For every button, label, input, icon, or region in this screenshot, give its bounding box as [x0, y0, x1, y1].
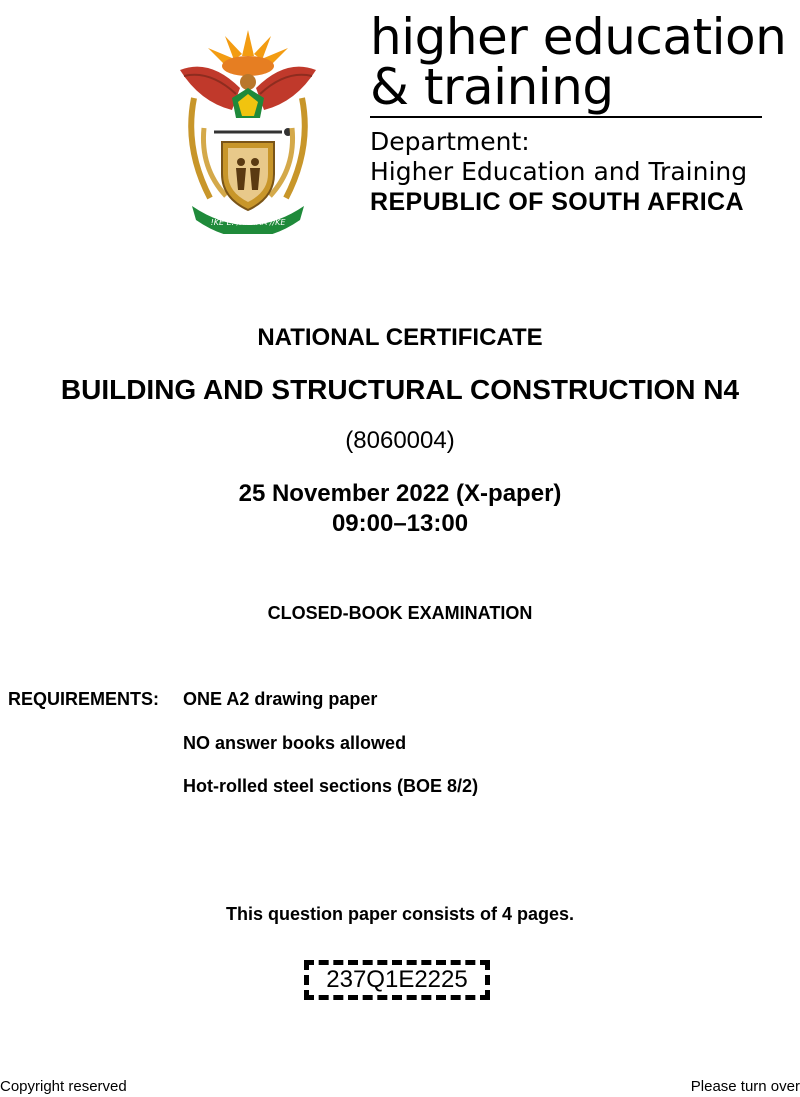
coat-of-arms-logo: [170, 18, 326, 234]
exam-time: 09:00–13:00: [331, 510, 469, 537]
certificate-title: NATIONAL CERTIFICATE: [257, 324, 543, 351]
exam-date: 25 November 2022 (X-paper): [238, 480, 562, 507]
requirements-label: REQUIREMENTS:: [8, 689, 160, 709]
requirement-item: ONE A2 drawing paper: [183, 689, 378, 709]
subject-code: (8060004): [345, 427, 455, 454]
requirement-item: Hot-rolled steel sections (BOE 8/2): [183, 776, 479, 796]
brand-line-2: & training: [370, 58, 614, 116]
page-count-note: This question paper consists of 4 pages.: [225, 904, 575, 924]
brand-block: [370, 8, 787, 116]
department-name: Higher Education and Training: [370, 157, 748, 186]
country-name: REPUBLIC OF SOUTH AFRICA: [370, 188, 744, 216]
department-label: Department:: [370, 127, 530, 156]
subject-title: BUILDING AND STRUCTURAL CONSTRUCTION N4: [60, 374, 740, 405]
copyright-notice: Copyright reserved: [0, 1078, 127, 1095]
brand-divider: [370, 116, 762, 118]
crest-motto: !KE E: /XARRA //KE: [210, 218, 286, 227]
exam-type: CLOSED-BOOK EXAMINATION: [267, 603, 533, 623]
brand-line-1: higher education: [370, 8, 787, 66]
paper-code: 237Q1E2225: [326, 966, 468, 993]
requirement-item: NO answer books allowed: [183, 733, 407, 753]
paper-code-box: [304, 960, 490, 1000]
turn-over-notice: Please turn over: [690, 1078, 800, 1095]
department-block: [370, 127, 747, 218]
